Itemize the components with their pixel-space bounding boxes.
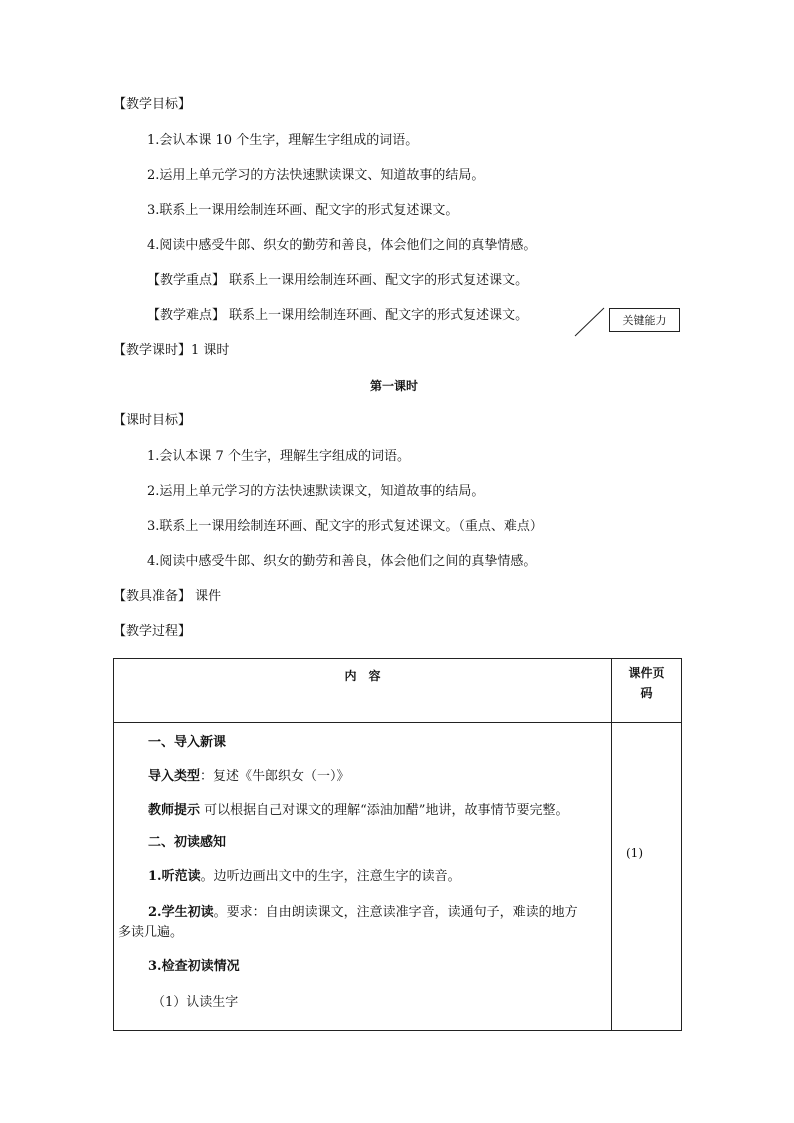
intro-type-line bbox=[148, 769, 350, 785]
lesson-goal-1: 1.会认本课 7 个生字，理解生字组成的词语。 bbox=[147, 449, 410, 464]
teaching-goal-1: 1.会认本课 10 个生字，理解生字组成的词语。 bbox=[147, 133, 419, 148]
teaching-difficult-point: 【教学难点】 联系上一课用绘制连环画、配文字的形式复述课文。 bbox=[147, 308, 529, 323]
teaching-goals-heading: 【教学目标】 bbox=[113, 97, 192, 112]
page-header-line2: 码 bbox=[640, 686, 653, 700]
section-first-reading: 二、初读感知 bbox=[148, 835, 227, 850]
table-row bbox=[114, 723, 682, 1031]
teacher-tip-line bbox=[148, 803, 568, 819]
process-heading: 【教学过程】 bbox=[113, 624, 192, 639]
step3-heading: 3.检查初读情况 bbox=[148, 959, 240, 974]
lesson-goals-heading: 【课时目标】 bbox=[113, 413, 192, 428]
step2-value: 。要求：自由朗读课文，注意读准字音，读通句子，难读的地方 bbox=[213, 905, 578, 920]
callout-leader-line bbox=[570, 306, 610, 338]
teaching-goal-2: 2.运用上单元学习的方法快速默读课文、知道故事的结局。 bbox=[147, 168, 485, 183]
table-header-row bbox=[114, 659, 682, 723]
teaching-goal-3: 3.联系上一课用绘制连环画、配文字的形式复述课文。 bbox=[147, 203, 459, 218]
step1-value: 。边听边画出文中的生字，注意生字的读音。 bbox=[200, 869, 461, 884]
step2-continuation: 多读几遍。 bbox=[118, 925, 184, 940]
teaching-process-table bbox=[113, 658, 682, 1031]
teacher-tip-label: 教师提示 bbox=[148, 803, 201, 818]
content-header-cell bbox=[114, 659, 612, 723]
step3-sub: （1）认读生字 bbox=[152, 995, 239, 1010]
materials: 【教具准备】 课件 bbox=[113, 589, 222, 604]
step2-line bbox=[148, 905, 578, 921]
step2-label: 2.学生初读 bbox=[148, 905, 214, 920]
teaching-key-point: 【教学重点】 联系上一课用绘制连环画、配文字的形式复述课文。 bbox=[147, 273, 529, 288]
content-header: 内 容 bbox=[344, 669, 381, 683]
page-header-line1: 课件页 bbox=[628, 666, 665, 680]
intro-type-value: ：复述《牛郎织女（一）》 bbox=[200, 769, 350, 784]
content-cell bbox=[114, 723, 612, 1031]
lesson-goal-3: 3.联系上一课用绘制连环画、配文字的形式复述课文。（重点、难点） bbox=[147, 519, 543, 534]
class-hours: 【教学课时】1 课时 bbox=[113, 343, 230, 358]
page-ref: (1) bbox=[626, 846, 643, 860]
lesson-goal-4: 4.阅读中感受牛郎、织女的勤劳和善良，体会他们之间的真挚情感。 bbox=[147, 554, 537, 569]
lesson-goal-2: 2.运用上单元学习的方法快速默读课文，知道故事的结局。 bbox=[147, 484, 485, 499]
teacher-tip-value: 可以根据自己对课文的理解“添油加醋”地讲，故事情节要完整。 bbox=[200, 803, 569, 818]
step1-line bbox=[148, 869, 461, 885]
intro-type-label: 导入类型 bbox=[148, 769, 201, 784]
callout-label: 关键能力 bbox=[622, 314, 667, 327]
teaching-goal-4: 4.阅读中感受牛郎、织女的勤劳和善良，体会他们之间的真挚情感。 bbox=[147, 238, 537, 253]
page-header-cell bbox=[612, 659, 682, 723]
key-ability-callout bbox=[609, 308, 680, 332]
page-ref-cell bbox=[612, 723, 682, 1031]
section-intro: 一、导入新课 bbox=[148, 735, 227, 750]
lesson-title: 第一课时 bbox=[370, 379, 419, 393]
step1-label: 1.听范读 bbox=[148, 869, 201, 884]
